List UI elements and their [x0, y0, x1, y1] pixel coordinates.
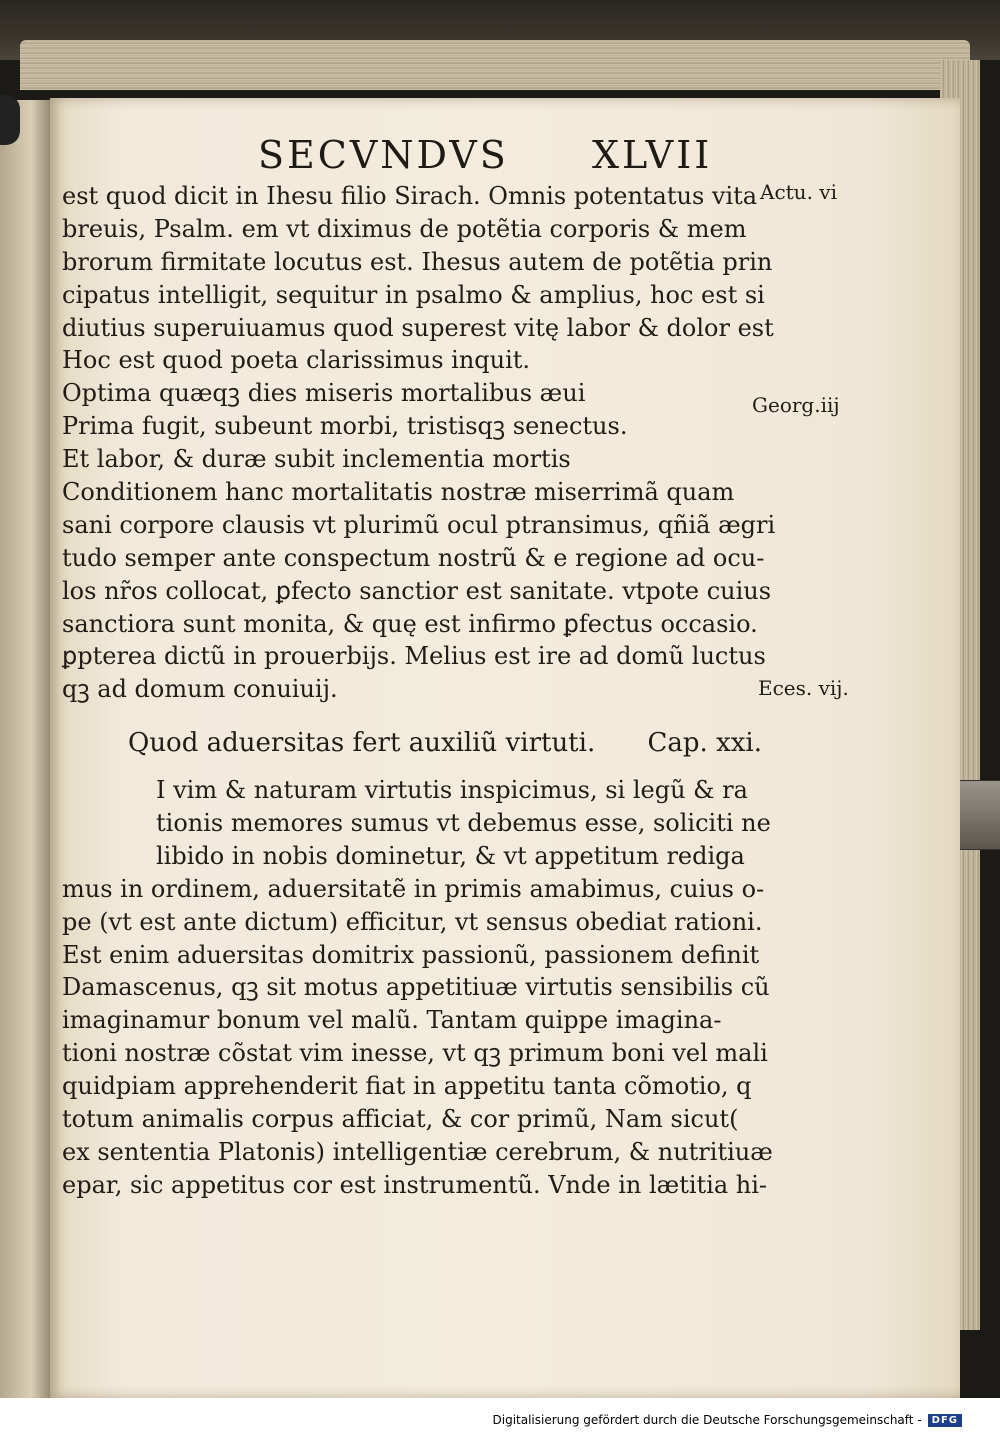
- spine-shadow: [0, 95, 20, 145]
- page-stack-top: [20, 40, 970, 90]
- text-line: est quod dicit in Ihesu filio Sirach. Omnis potentatus vita: [62, 182, 758, 210]
- margin-note-georgics: Georg.iij: [752, 393, 840, 417]
- verse-line: Et labor, & duræ subit inclementia mortis: [62, 445, 571, 474]
- text-line: qꝫ ad domum conuiuij.: [62, 675, 338, 704]
- margin-note-acts: Actu. vi: [760, 180, 837, 204]
- text-line: cipatus intelligit, sequitur in psalmo & amplius, hoc est si: [62, 280, 765, 309]
- chapter-number: Cap. xxi.: [647, 728, 762, 759]
- text-line: Hoc est quod poeta clarissimus inquit.: [62, 346, 531, 375]
- text-line: Est enim aduersitas domitrix passionũ, passionem definit: [62, 940, 760, 969]
- text-line: sanctiora sunt monita, & quę est infirmo ꝑfectus occasio.: [62, 609, 758, 638]
- chapter-heading: [62, 727, 762, 760]
- funding-footer: [493, 1413, 963, 1427]
- text-line: tudo semper ante conspectum nostrũ & e regione ad ocu-: [62, 543, 765, 572]
- chapter-heading-title: Quod aduersitas fert auxiliũ virtuti.: [128, 728, 596, 759]
- text-line: los nr̃os collocat, ꝑfecto sanctior est sanitate. vtpote cuius: [62, 576, 772, 605]
- text-line: totum animalis corpus afficiat, & cor primũ, Nam sicut(: [62, 1105, 739, 1134]
- text-line: libido in nobis dominetur, & vt appetitum rediga: [156, 841, 745, 870]
- verse-line: Prima fugit, subeunt morbi, tristisqꝫ senectus.: [62, 412, 628, 441]
- text-line: I vim & naturam virtutis inspicimus, si legũ & ra: [156, 776, 748, 805]
- main-text-block: [62, 180, 776, 1202]
- footer-text: Digitalisierung gefördert durch die Deutsche Forschungsgemeinschaft -: [492, 1413, 922, 1427]
- section-gap: [62, 706, 762, 727]
- text-line: quidpiam apprehenderit fiat in appetitu tanta cõmotio, q: [62, 1072, 752, 1101]
- text-line: brorum firmitate locutus est. Ihesus autem de potẽtia prin: [62, 247, 773, 276]
- text-line: breuis, Psalm. em vt diximus de potẽtia corporis & mem: [62, 214, 747, 243]
- text-line: imaginamur bonum vel malũ. Tantam quippe imagina-: [62, 1006, 722, 1035]
- verse-line: Optima quæqꝫ dies miseris mortalibus æui: [62, 379, 586, 408]
- text-line: diutius superuiuamus quod superest vitę labor & dolor est: [62, 313, 774, 342]
- facing-page-edge: [0, 100, 52, 1400]
- text-line: mus in ordinem, aduersitatẽ in primis amabimus, cuius o-: [62, 874, 765, 903]
- margin-note-ecclesiastes: Eces. vij.: [758, 676, 849, 700]
- running-head-folio: XLVII: [592, 133, 713, 177]
- text-line: ex sententia Platonis) intelligentiæ cerebrum, & nutritiuæ: [62, 1137, 773, 1166]
- text-line: tioni nostræ cõstat vim inesse, vt qꝫ primum boni vel mali: [62, 1039, 768, 1068]
- running-head-title: SECVNDVS: [258, 133, 509, 177]
- text-line: ꝑpterea dictũ in prouerbijs. Melius est ire ad domũ luctus: [62, 642, 766, 671]
- dfg-logo-icon: DFG: [928, 1414, 962, 1427]
- text-line: sani corpore clausis vt plurimũ ocul ptransimus, qñiã ægri: [62, 510, 776, 539]
- text-line: epar, sic appetitus cor est instrumentũ. Vnde in lætitia hi-: [62, 1170, 768, 1199]
- text-line: Conditionem hanc mortalitatis nostræ miserrimã quam: [62, 478, 735, 507]
- text-line: tionis memores sumus vt debemus esse, soliciti ne: [156, 809, 771, 838]
- text-line: Damascenus, qꝫ sit motus appetitiuæ virtutis sensibilis cũ: [62, 973, 770, 1002]
- section-gap: [62, 760, 762, 774]
- text-line: pe (vt est ante dictum) efficitur, vt sensus obediat rationi.: [62, 907, 763, 936]
